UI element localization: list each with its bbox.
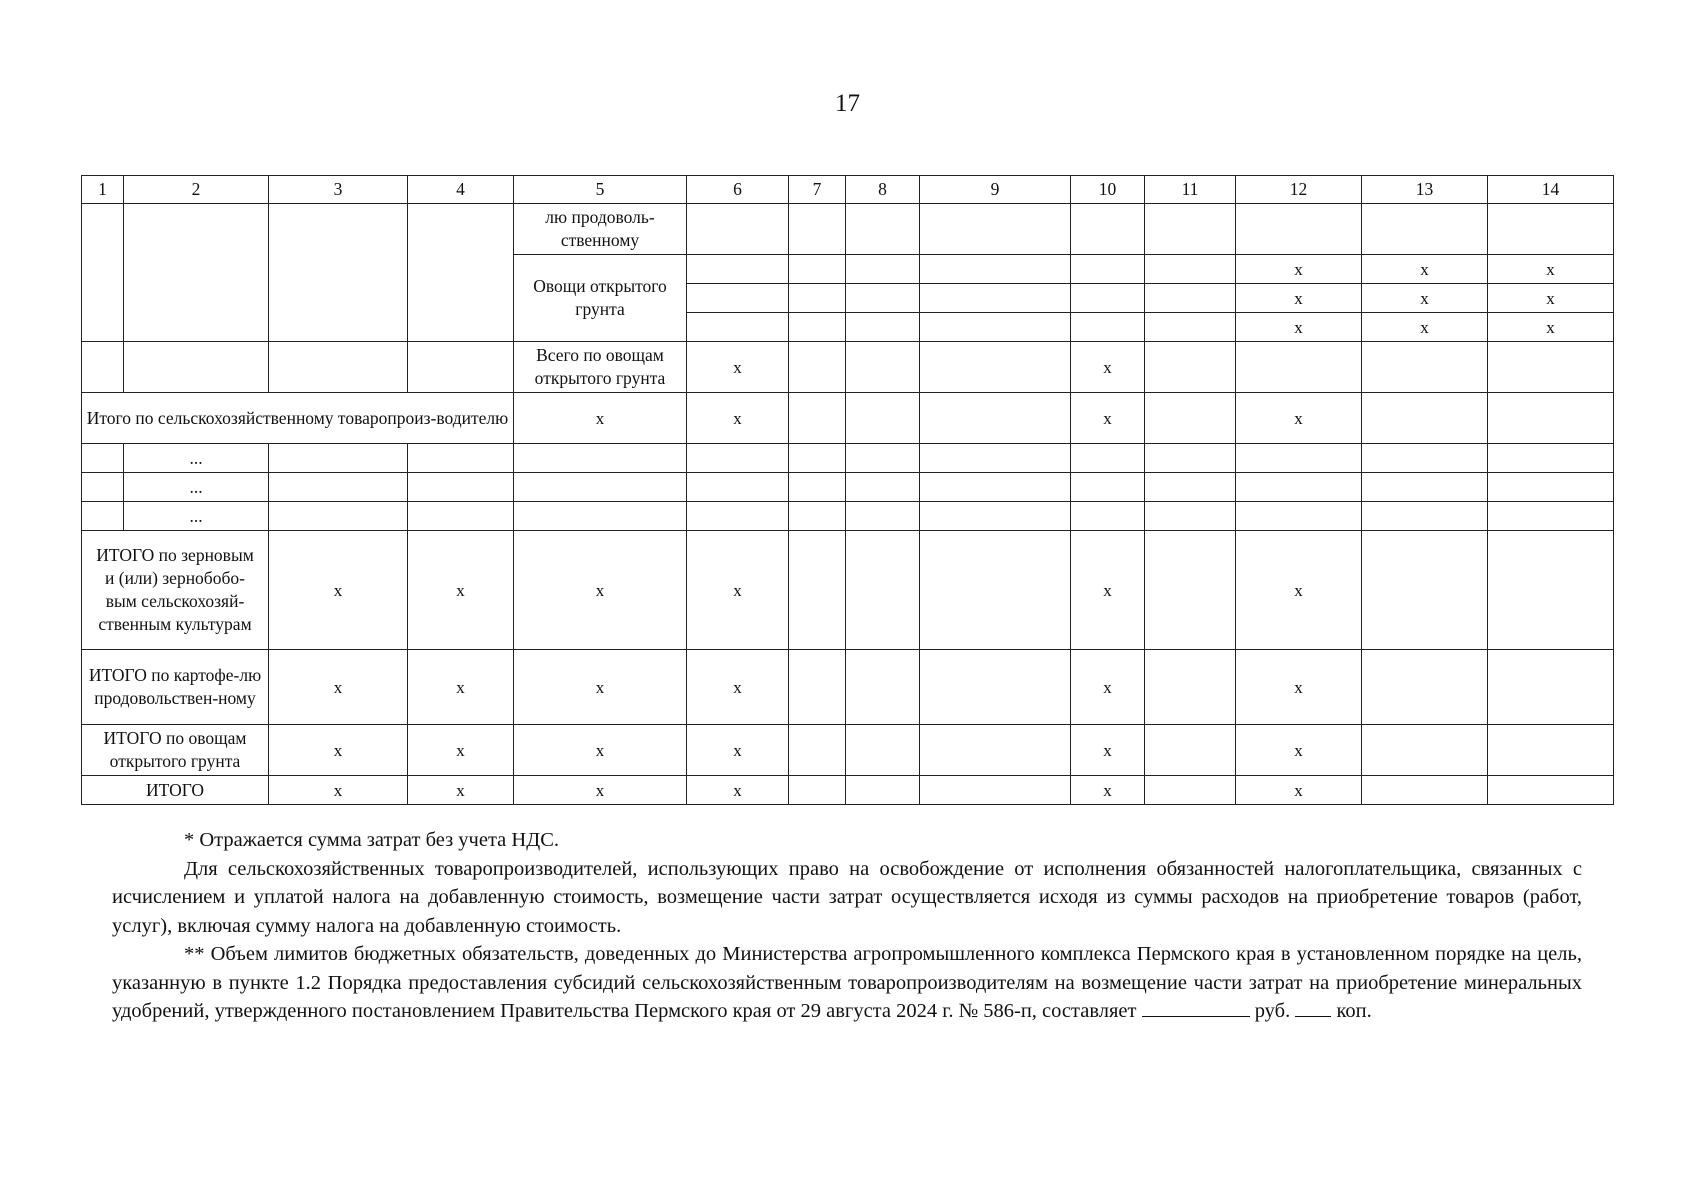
na-mark: х <box>514 725 687 776</box>
col-header: 3 <box>269 176 408 204</box>
na-mark: х <box>1071 725 1145 776</box>
table-cell <box>1145 284 1236 313</box>
na-mark: х <box>1236 531 1362 650</box>
table-cell <box>1145 342 1236 393</box>
table-cell <box>920 255 1071 284</box>
na-mark: х <box>408 650 514 725</box>
table-cell <box>920 342 1071 393</box>
col-header: 4 <box>408 176 514 204</box>
table-cell <box>1071 255 1145 284</box>
table-cell <box>789 313 846 342</box>
table-cell <box>1145 725 1236 776</box>
table-cell <box>846 473 920 502</box>
table-cell <box>269 342 408 393</box>
total-vegetables-label: ИТОГО по овощам открытого грунта <box>82 725 269 776</box>
table-cell <box>1488 393 1614 444</box>
table-cell <box>408 342 514 393</box>
producer-total-label: Итого по сельскохозяйственному товаропроиз-водителю <box>82 393 514 444</box>
table-cell <box>1071 313 1145 342</box>
table-cell <box>1362 650 1488 725</box>
table-cell <box>789 204 846 255</box>
table-cell <box>514 502 687 531</box>
na-mark: х <box>687 725 789 776</box>
table-cell <box>1236 502 1362 531</box>
table-cell <box>1145 531 1236 650</box>
na-mark: х <box>687 393 789 444</box>
col-header: 10 <box>1071 176 1145 204</box>
table-cell <box>846 342 920 393</box>
na-mark: х <box>687 650 789 725</box>
ellipsis-cell: ... <box>124 444 269 473</box>
table-cell <box>846 725 920 776</box>
table-cell <box>269 204 408 342</box>
col-header: 14 <box>1488 176 1614 204</box>
crop-name-cell: лю продоволь-ственному <box>514 204 687 255</box>
na-mark: х <box>1488 284 1614 313</box>
ellipsis-cell: ... <box>124 502 269 531</box>
na-mark: х <box>1362 255 1488 284</box>
col-header: 6 <box>687 176 789 204</box>
grand-total-label: ИТОГО <box>82 776 269 805</box>
table-cell <box>82 473 124 502</box>
table-cell <box>920 444 1071 473</box>
col-header: 8 <box>846 176 920 204</box>
table-cell <box>1488 204 1614 255</box>
subsidy-table <box>81 175 1614 805</box>
table-row <box>82 473 1614 502</box>
table-cell <box>1071 284 1145 313</box>
na-mark: х <box>1488 313 1614 342</box>
table-cell <box>1488 650 1614 725</box>
na-mark: х <box>1236 255 1362 284</box>
table-cell <box>1145 473 1236 502</box>
table-cell <box>789 342 846 393</box>
table-cell <box>1145 313 1236 342</box>
na-mark: х <box>1236 725 1362 776</box>
table-cell <box>408 473 514 502</box>
na-mark: х <box>1071 776 1145 805</box>
table-cell <box>920 502 1071 531</box>
table-cell <box>1071 473 1145 502</box>
na-mark: х <box>1236 650 1362 725</box>
table-cell <box>269 502 408 531</box>
table-cell <box>789 444 846 473</box>
table-cell <box>1488 473 1614 502</box>
ellipsis-cell: ... <box>124 473 269 502</box>
vat-exempt-paragraph: Для сельскохозяйственных товаропроизводителей, использующих право на освобождение от исполнения обязанностей налогоплательщика, связанных с исчислением и уплатой налога на добавленную стоимость, возмещение части затрат осуществляется исходя из суммы расходов на приобретение товаров (работ, услуг), включая сумму налога на добавленную стоимость. <box>112 857 1582 937</box>
table-cell <box>1071 444 1145 473</box>
na-mark: х <box>514 776 687 805</box>
table-cell <box>846 393 920 444</box>
col-header: 2 <box>124 176 269 204</box>
table-row <box>82 342 1614 393</box>
table-cell <box>789 502 846 531</box>
table-cell <box>1488 502 1614 531</box>
table-cell <box>846 776 920 805</box>
table-cell <box>846 284 920 313</box>
rub-label: руб. <box>1254 1000 1291 1022</box>
table-row <box>82 204 1614 255</box>
na-mark: х <box>1362 313 1488 342</box>
subtotal-label: Всего по овощам открытого грунта <box>514 342 687 393</box>
col-header: 9 <box>920 176 1071 204</box>
table-cell <box>1362 531 1488 650</box>
table-row <box>82 650 1614 725</box>
table-cell <box>687 473 789 502</box>
table-cell <box>514 473 687 502</box>
table-cell <box>789 725 846 776</box>
na-mark: х <box>408 531 514 650</box>
table-cell <box>846 255 920 284</box>
table-cell <box>269 444 408 473</box>
table-cell <box>1236 473 1362 502</box>
table-cell <box>1362 502 1488 531</box>
limits-text: ** Объем лимитов бюджетных обязательств, доведенных до Министерства агропромышленного комплекса Пермского края в установленном порядке на цель, указанную в пункте 1.2 Порядка предоставления субсидий сельскохозяйственным товаропроизводителям на возмещение части затрат на приобретение минеральных удобрений, утвержденного постановлением Правительства Пермского края от 29 августа 2024 г. № 586-п, составляет <box>112 943 1582 1022</box>
table-row <box>82 776 1614 805</box>
table-row <box>82 444 1614 473</box>
table-cell <box>1488 444 1614 473</box>
table-cell <box>408 502 514 531</box>
na-mark: х <box>687 531 789 650</box>
table-cell <box>1236 444 1362 473</box>
table-cell <box>1071 204 1145 255</box>
table-cell <box>846 531 920 650</box>
na-mark: х <box>1236 776 1362 805</box>
table-cell <box>124 342 269 393</box>
table-cell <box>920 776 1071 805</box>
table-cell <box>687 204 789 255</box>
table-cell <box>846 502 920 531</box>
table-cell <box>846 650 920 725</box>
na-mark: х <box>1071 650 1145 725</box>
table-cell <box>789 531 846 650</box>
kop-label: коп. <box>1336 1000 1372 1022</box>
na-mark: х <box>1071 531 1145 650</box>
table-cell <box>920 650 1071 725</box>
table-cell <box>1145 502 1236 531</box>
kop-blank <box>1295 998 1331 1017</box>
table-cell <box>1488 342 1614 393</box>
table-cell <box>514 444 687 473</box>
table-cell <box>687 313 789 342</box>
table-cell <box>687 502 789 531</box>
table-cell <box>124 204 269 342</box>
na-mark: х <box>269 531 408 650</box>
table-cell <box>846 204 920 255</box>
na-mark: х <box>1236 284 1362 313</box>
na-mark: х <box>687 776 789 805</box>
table-cell <box>920 284 1071 313</box>
na-mark: х <box>514 650 687 725</box>
col-header: 13 <box>1362 176 1488 204</box>
table-cell <box>1362 725 1488 776</box>
table-cell <box>1145 255 1236 284</box>
col-header: 7 <box>789 176 846 204</box>
table-cell <box>408 204 514 342</box>
table-cell <box>789 255 846 284</box>
table-cell <box>687 255 789 284</box>
na-mark: х <box>687 342 789 393</box>
table-cell <box>789 650 846 725</box>
na-mark: х <box>408 725 514 776</box>
limits-footnote <box>112 940 1582 1026</box>
table-row <box>82 531 1614 650</box>
table-cell <box>408 444 514 473</box>
table-cell <box>1488 531 1614 650</box>
na-mark: х <box>408 776 514 805</box>
table-cell <box>1145 444 1236 473</box>
table-cell <box>1071 502 1145 531</box>
col-header: 12 <box>1236 176 1362 204</box>
table-row <box>82 393 1614 444</box>
table-cell <box>1236 342 1362 393</box>
rub-blank <box>1142 998 1250 1017</box>
table-cell <box>1362 342 1488 393</box>
table-cell <box>269 473 408 502</box>
table-cell <box>82 204 124 342</box>
table-cell <box>1145 650 1236 725</box>
table-cell <box>920 313 1071 342</box>
table-cell <box>1362 473 1488 502</box>
na-mark: х <box>1488 255 1614 284</box>
vat-footnote: * Отражается сумма затрат без учета НДС. <box>184 829 559 851</box>
total-potato-label: ИТОГО по картофе-лю продовольствен-ному <box>82 650 269 725</box>
table-cell <box>789 473 846 502</box>
table-cell <box>846 313 920 342</box>
na-mark: х <box>514 531 687 650</box>
table-cell <box>687 284 789 313</box>
table-cell <box>82 444 124 473</box>
table-cell <box>1362 776 1488 805</box>
na-mark: х <box>1071 342 1145 393</box>
na-mark: х <box>514 393 687 444</box>
crop-name-cell: Овощи открытого грунта <box>514 255 687 342</box>
page-number: 17 <box>835 90 860 117</box>
col-header: 5 <box>514 176 687 204</box>
table-cell <box>1488 776 1614 805</box>
table-cell <box>1362 204 1488 255</box>
na-mark: х <box>269 725 408 776</box>
table-cell <box>1362 393 1488 444</box>
table-cell <box>846 444 920 473</box>
col-header: 11 <box>1145 176 1236 204</box>
table-cell <box>920 204 1071 255</box>
table-cell <box>1145 204 1236 255</box>
footnotes <box>112 826 1582 1026</box>
table-cell <box>1488 725 1614 776</box>
table-cell <box>82 342 124 393</box>
table-cell <box>1362 444 1488 473</box>
table-cell <box>1236 204 1362 255</box>
table-cell <box>920 531 1071 650</box>
table-row <box>82 725 1614 776</box>
na-mark: х <box>1071 393 1145 444</box>
col-header: 1 <box>82 176 124 204</box>
table-cell <box>920 725 1071 776</box>
na-mark: х <box>1236 393 1362 444</box>
table-cell <box>789 776 846 805</box>
table-cell <box>82 502 124 531</box>
na-mark: х <box>269 650 408 725</box>
table-cell <box>1145 776 1236 805</box>
table-cell <box>920 393 1071 444</box>
table-cell <box>789 284 846 313</box>
na-mark: х <box>1236 313 1362 342</box>
table-row <box>82 502 1614 531</box>
table-cell <box>789 393 846 444</box>
header-row <box>82 176 1614 204</box>
table-cell <box>920 473 1071 502</box>
table-cell <box>1145 393 1236 444</box>
na-mark: х <box>1362 284 1488 313</box>
total-grain-label: ИТОГО по зерновым и (или) зернобобо-вым сельскохозяй-ственным культурам <box>82 531 269 650</box>
na-mark: х <box>269 776 408 805</box>
table-cell <box>687 444 789 473</box>
